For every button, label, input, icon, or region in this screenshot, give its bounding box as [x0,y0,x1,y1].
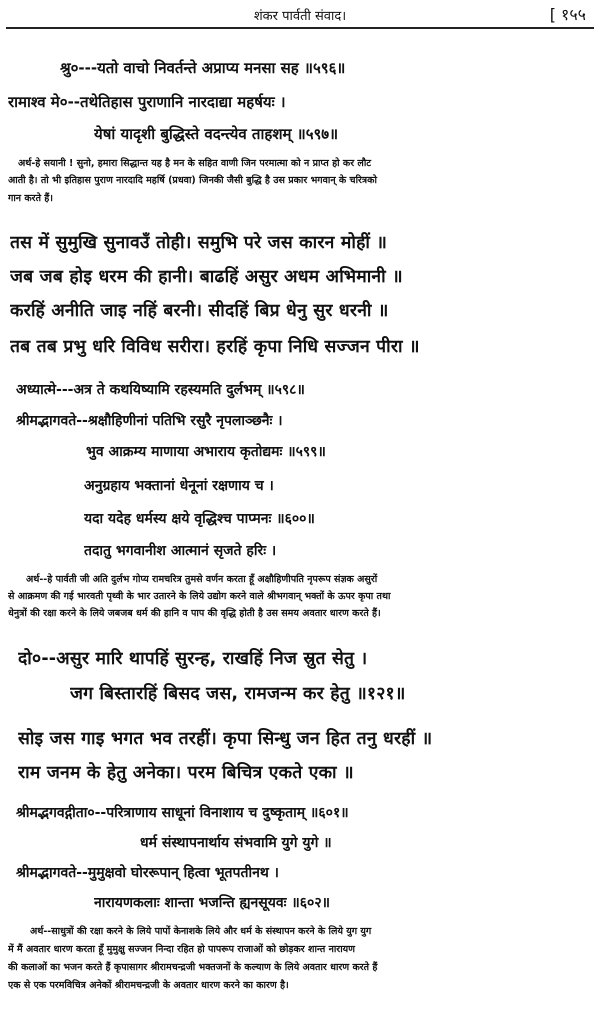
running-header-title: शंकर पार्वती संवाद। [253,9,347,24]
meaning-paragraph-3-line-3: की कलाओं का भजन करते हैं कृपासागर श्रीरामचन्द्रजी भक्तजनों के कल्याण के लिये अवतार धारण करते हैं [8,962,378,973]
meaning-paragraph-2-line-3: धेनुत्रों की रक्षा करने के लिये जबजब धर्म की हानि व पाप की वृद्धि होती है उस समय अवतार धारण करते हैं। [8,608,381,619]
meaning-paragraph-1-line-3: गान करते हैं। [8,193,53,204]
meaning-paragraph-3-line-1: अर्थ--साधुत्रों की रक्षा करने के लिये पापों केनाशके लिये और धर्म के संस्थापन करने के लिये युग युग [30,926,372,937]
chaupai-2-line-2: राम जनम के हेतु अनेका। परम बिचित्र एकते एका ॥ [18,763,354,783]
doha-line-1: दो०--असुर मारि थापहिं सुरन्ह, राखहिं निज स्रुत सेतु । [18,649,368,669]
meaning-paragraph-3-line-4: एक से एक परमविचित्र अनेकों श्रीरामचन्द्रजी के अवतार धारण करने का कारण है। [8,980,289,991]
ramashvamedha-verse-line-2: येषां यादृशी बुद्धिस्ते वदन्त्येव ताहशम् ॥५९७॥ [94,125,339,143]
bhagavata-verse-599: भुव आक्रम्य माणाया अभाराय कृतोद्यमः ॥५९९॥ [86,444,326,460]
header-rule [6,27,594,29]
meaning-paragraph-3-line-2: में मैं अवतार धारण करता हूँ मुमुक्षु सज्जन निन्दा रहित हो पापरूप राजाओं को छोड़कर शान्त नारायण [8,944,356,955]
meaning-paragraph-1-line-2: आती है। तो भी इतिहास पुराण नारदादि महर्षि (प्रधवा) जिनकी जैसी बुद्धि है उस प्रकार भगवान् के चरित्रको [8,175,377,186]
bhagavata-verse-line-5: तदातु भगवानीश आत्मानं सृजते हरिः । [84,543,277,559]
chaupai-1-line-4: तब तब प्रभु धरि विविध सरीरा। हरहिं कृपा निधि सज्जन पीरा ॥ [10,337,420,357]
sruti-verse-596: श्रु०---यतो वाचो निवर्तन्ते अप्राप्य मनसा सह ॥५९६॥ [60,59,346,77]
meaning-paragraph-2-line-1: अर्थ--हे पार्वती जी अति दुर्लभ गोप्य रामचरित्र तुमसे वर्णन करता हूँ अक्षौहिणीपति नृपरूप संज्ञक असुरों [26,574,378,585]
chaupai-2-line-1: सोइ जस गाइ भगत भव तरहीं। कृपा सिन्धु जन हित तनु धरहीं ॥ [18,729,433,749]
bhagavata-verse-602-line-2: नारायणकलाः शान्ता भजन्ति ह्यनसूयवः ॥६०२॥ [94,895,330,911]
adhyatma-verse-598: अध्यात्मे---अत्र ते कथयिष्यामि रहस्यमति दुर्लभम् ॥५९८॥ [16,382,305,398]
chaupai-1-line-1: तस में सुमुखि सुनावउँ तोही। समुभि परे जस कारन मोहीं ॥ [10,233,388,253]
meaning-paragraph-1-line-1: अर्थ-हे सयानी ! सुनो, हमारा सिद्धान्त यह है मन के सहित वाणी जिन परमात्मा को न प्राप्त हो कर लौट [18,158,372,169]
chaupai-1-line-2: जब जब होइ धरम की हानी। बाढहिं असुर अधम अभिमानी ॥ [10,267,403,287]
bhagavata-verse-line-3: अनुग्रहाय भक्तानां धेनूनां रक्षणाय च । [84,478,274,494]
bhagavata-verse-line-1: श्रीमद्भागवते--श्रक्षौहिणीनां पतिभि रसुरै नृपलाञ्छनैः । [16,413,283,429]
bhagavata-verse-600: यदा यदेह धर्मस्य क्षये वृद्धिश्च पाप्मनः ॥६००॥ [84,511,315,527]
chaupai-1-line-3: करहिं अनीति जाइ नहिं बरनी। सीदहिं बिप्र धेनु सुर धरनी ॥ [10,301,389,321]
gita-verse-601-line-1: श्रीमद्भगवद्गीता०--परित्राणाय साधूनां विनाशाय च दुष्कृताम् ॥६०१॥ [16,805,349,821]
meaning-paragraph-2-line-2: से आक्रमण की गई भारवती पृथ्वी के भार उतारने के लिये उद्योग करने वाले श्रीभगवान् भक्तों के ऊपर कृपा तथा [8,591,391,602]
page-number: [ १५५ [549,5,586,24]
gita-verse-601-line-2: धर्म संस्थापनार्थाय संभवामि युगे युगे ॥ [140,835,332,851]
ramashvamedha-verse-line-1: रामाश्व मे०--तथेतिहास पुराणानि नारदाद्या महर्षयः । [8,93,286,111]
doha-line-2: जग बिस्तारहिं बिसद जस, रामजन्म कर हेतु ॥१२१॥ [70,684,406,704]
bhagavata-verse-602-line-1: श्रीमद्भागवते--मुमुक्षवो घोररूपान् हित्वा भूतपतीनथ । [16,865,279,881]
